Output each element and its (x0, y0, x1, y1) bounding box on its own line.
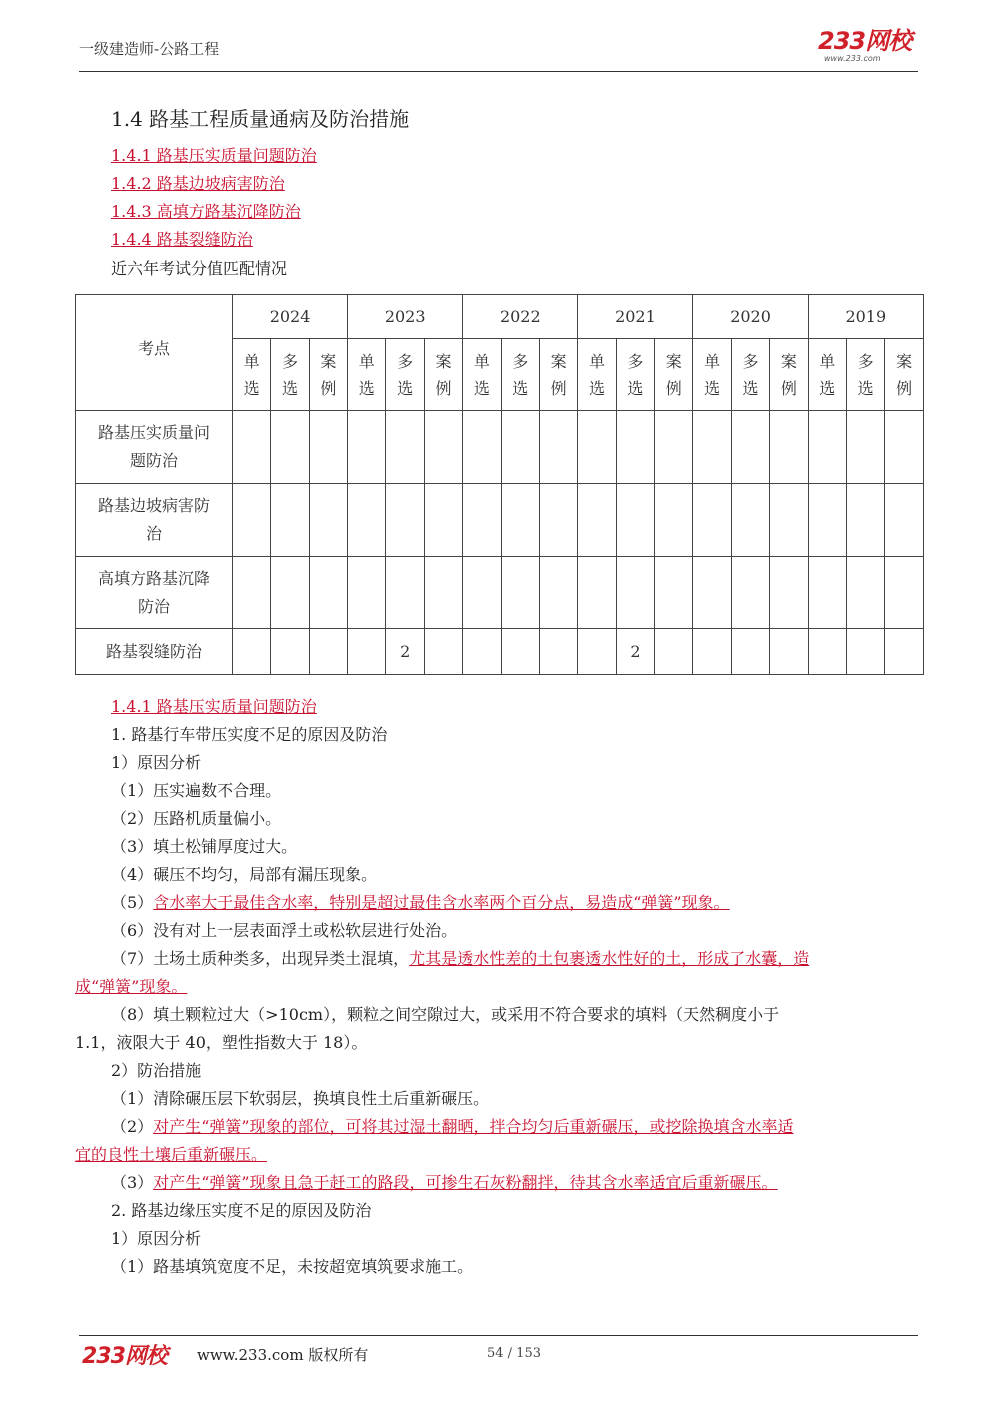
paragraph: （2）压路机质量偏小。 (111, 809, 282, 828)
year-header: 2021 (578, 295, 693, 339)
toc-link-2[interactable]: 1.4.2 路基边坡病害防治 (111, 174, 285, 193)
topic-cell (76, 629, 233, 675)
score-cell (885, 484, 924, 557)
score-cell (693, 557, 731, 629)
subheader-char: 单 (589, 351, 606, 371)
year-header: 2024 (232, 295, 347, 339)
highlight-text: 宜的良性土壤后重新碾压。 (75, 1145, 268, 1164)
score-cell (232, 484, 270, 557)
score-cell (424, 411, 462, 484)
topic-cell (76, 557, 233, 629)
toc-link-4[interactable]: 1.4.4 路基裂缝防治 (111, 230, 253, 249)
subheader-char: 案 (320, 351, 337, 371)
paragraph (111, 946, 809, 969)
score-table (75, 294, 924, 675)
subheader-char: 多 (397, 351, 414, 371)
score-cell (578, 629, 616, 675)
score-cell (539, 484, 577, 557)
subheader-char: 选 (473, 378, 490, 398)
subheader-cell (232, 339, 270, 411)
subheader-cell (463, 339, 501, 411)
score-cell (770, 557, 808, 629)
subheader-char: 单 (358, 351, 375, 371)
section-title: 1.4 路基工程质量通病及防治措施 (111, 107, 410, 131)
toc-link-1[interactable]: 1.4.1 路基压实质量问题防治 (111, 146, 317, 165)
score-cell (309, 557, 347, 629)
score-cell (424, 484, 462, 557)
score-cell (232, 411, 270, 484)
score-cell (501, 484, 539, 557)
item-number: （2） (111, 1117, 154, 1136)
item-number: （3） (111, 1173, 154, 1192)
footer-divider (79, 1335, 918, 1336)
score-cell (578, 557, 616, 629)
paragraph: 2. 路基边缘压实度不足的原因及防治 (111, 1201, 372, 1220)
table-row (76, 484, 924, 557)
score-cell (616, 411, 654, 484)
subheader-cell (348, 339, 386, 411)
score-cell (309, 411, 347, 484)
score-cell (731, 629, 769, 675)
paragraph: 2）防治措施 (111, 1061, 202, 1080)
score-cell (770, 629, 808, 675)
score-cell (808, 411, 846, 484)
paragraph: （1）压实遍数不合理。 (111, 781, 282, 800)
subheader-char: 案 (550, 351, 567, 371)
subheader-char: 多 (742, 351, 759, 371)
highlight-text: 含水率大于最佳含水率，特别是超过最佳含水率两个百分点，易造成“弹簧”现象。 (153, 893, 730, 912)
score-cell: 2 (386, 629, 424, 675)
topic-line: 路基裂缝防治 (105, 641, 202, 661)
logo-url: www.233.com (824, 54, 881, 63)
score-cell (232, 557, 270, 629)
subheader-cell (655, 339, 693, 411)
score-cell (309, 629, 347, 675)
score-cell (808, 557, 846, 629)
year-header: 2023 (348, 295, 463, 339)
paragraph: （8）填土颗粒过大（>10cm），颗粒之间空隙过大，或采用不符合要求的填料（天然稠度小于 (111, 1005, 780, 1024)
score-cell (885, 411, 924, 484)
year-header: 2020 (693, 295, 808, 339)
score-cell (655, 484, 693, 557)
highlight-text: 尤其是透水性差的土包裹透水性好的土，形成了水囊，造 (409, 949, 810, 968)
subheader-char: 选 (589, 378, 606, 398)
subheader-cell (885, 339, 924, 411)
score-cell (539, 411, 577, 484)
subheader-char: 多 (282, 351, 299, 371)
score-cell (386, 411, 424, 484)
score-cell (271, 629, 309, 675)
score-cell (271, 557, 309, 629)
paragraph: （6）没有对上一层表面浮土或松软层进行处治。 (111, 921, 458, 940)
subheader-char: 选 (742, 378, 759, 398)
footer-copyright: www.233.com 版权所有 (197, 1346, 369, 1364)
subheader-char: 选 (857, 378, 874, 398)
subheader-char: 选 (819, 378, 836, 398)
page-number: 54 / 153 (487, 1346, 541, 1361)
paragraph (111, 1170, 778, 1193)
subheader-char: 选 (282, 378, 299, 398)
score-cell (616, 484, 654, 557)
highlight-text: 对产生“弹簧”现象的部位，可将其过湿土翻晒，拌合均匀后重新碾压，或挖除换填含水率适 (153, 1117, 794, 1136)
subheader-char: 案 (665, 351, 682, 371)
score-cell (731, 557, 769, 629)
score-cell (655, 557, 693, 629)
paragraph: 1.1，液限大于 40，塑性指数大于 18）。 (75, 1033, 368, 1052)
subheader-cell (501, 339, 539, 411)
score-cell (693, 484, 731, 557)
score-cell (655, 411, 693, 484)
score-cell (693, 629, 731, 675)
score-cell (232, 629, 270, 675)
subheader-char: 选 (358, 378, 375, 398)
score-cell (463, 629, 501, 675)
subheader-cell (808, 339, 846, 411)
score-cell (731, 484, 769, 557)
year-header: 2019 (808, 295, 923, 339)
paragraph (111, 1114, 794, 1137)
item-number: （5） (111, 893, 154, 912)
subheader-char: 例 (435, 378, 452, 398)
paragraph: （3）填土松铺厚度过大。 (111, 837, 298, 856)
score-cell: 2 (616, 629, 654, 675)
subheader-char: 选 (397, 378, 414, 398)
score-cell (424, 629, 462, 675)
score-cell (348, 411, 386, 484)
score-cell (463, 557, 501, 629)
score-cell (501, 557, 539, 629)
subheader-cell (693, 339, 731, 411)
subheader-char: 例 (320, 378, 337, 398)
subheader-char: 例 (550, 378, 567, 398)
score-cell (271, 484, 309, 557)
score-cell (271, 411, 309, 484)
paragraph (111, 890, 730, 913)
topic-line: 防治 (137, 596, 170, 616)
sub-heading[interactable]: 1.4.1 路基压实质量问题防治 (111, 697, 317, 716)
subheader-cell (846, 339, 884, 411)
score-cell (501, 629, 539, 675)
subheader-char: 选 (627, 378, 644, 398)
topic-cell (76, 411, 233, 484)
paragraph: 1. 路基行车带压实度不足的原因及防治 (111, 725, 388, 744)
score-cell (501, 411, 539, 484)
score-cell (616, 557, 654, 629)
score-cell (386, 557, 424, 629)
score-cell (770, 411, 808, 484)
score-cell (309, 484, 347, 557)
score-cell (424, 557, 462, 629)
subheader-char: 案 (896, 351, 913, 371)
score-cell (463, 411, 501, 484)
subheader-cell (539, 339, 577, 411)
table-row (76, 629, 924, 675)
subheader-char: 单 (704, 351, 721, 371)
logo-text: 233网校 (818, 27, 912, 55)
subheader-cell (731, 339, 769, 411)
paragraph: 1）原因分析 (111, 753, 202, 772)
corner-cell: 考点 (76, 295, 233, 411)
score-cell (731, 411, 769, 484)
highlight-text: 成“弹簧”现象。 (75, 977, 188, 996)
subheader-cell (386, 339, 424, 411)
subheader-cell (271, 339, 309, 411)
subheader-cell (616, 339, 654, 411)
paragraph: （4）碾压不均匀，局部有漏压现象。 (111, 865, 378, 884)
topic-line: 路基压实质量问 (97, 423, 210, 442)
topic-cell (76, 484, 233, 557)
score-cell (846, 484, 884, 557)
score-cell (770, 484, 808, 557)
subheader-cell (770, 339, 808, 411)
subheader-char: 案 (435, 351, 452, 371)
subheader-char: 多 (857, 351, 874, 371)
score-cell (808, 484, 846, 557)
topic-line: 题防治 (129, 451, 178, 470)
score-cell (386, 484, 424, 557)
topic-line: 治 (145, 524, 162, 543)
topic-line: 高填方路基沉降 (97, 568, 210, 588)
header-divider (79, 71, 918, 72)
subheader-cell (424, 339, 462, 411)
table-caption: 近六年考试分值匹配情况 (111, 259, 288, 278)
subheader-char: 单 (243, 351, 260, 371)
header-title: 一级建造师-公路工程 (79, 40, 220, 58)
footer-logo[interactable]: 233网校 (82, 1344, 167, 1369)
subheader-char: 单 (819, 351, 836, 371)
table-row (76, 557, 924, 629)
table-row (76, 411, 924, 484)
score-cell (846, 629, 884, 675)
page-header (0, 0, 1000, 80)
subheader-char: 选 (512, 378, 529, 398)
paragraph: （1）清除碾压层下软弱层，换填良性土后重新碾压。 (111, 1089, 490, 1108)
score-cell (885, 629, 924, 675)
score-cell (655, 629, 693, 675)
subheader-char: 单 (473, 351, 490, 371)
brand-logo[interactable] (818, 28, 918, 66)
subheader-char: 例 (780, 378, 797, 398)
score-cell (348, 557, 386, 629)
score-cell (539, 629, 577, 675)
toc-link-3[interactable]: 1.4.3 高填方路基沉降防治 (111, 202, 301, 221)
subheader-char: 多 (512, 351, 529, 371)
score-cell (885, 557, 924, 629)
year-header: 2022 (463, 295, 578, 339)
subheader-cell (309, 339, 347, 411)
subheader-cell (578, 339, 616, 411)
score-cell (846, 557, 884, 629)
paragraph: 1）原因分析 (111, 1229, 202, 1248)
score-cell (348, 629, 386, 675)
highlight-text: 对产生“弹簧”现象且急于赶工的路段，可掺生石灰粉翻拌，待其含水率适宜后重新碾压。 (153, 1173, 778, 1192)
subheader-char: 多 (627, 351, 644, 371)
subheader-char: 案 (780, 351, 797, 371)
paragraph: （1）路基填筑宽度不足，未按超宽填筑要求施工。 (111, 1257, 474, 1276)
subheader-char: 选 (243, 378, 260, 398)
subheader-char: 选 (704, 378, 721, 398)
score-cell (578, 484, 616, 557)
score-cell (348, 484, 386, 557)
score-cell (808, 629, 846, 675)
score-cell (693, 411, 731, 484)
subheader-char: 例 (665, 378, 682, 398)
score-cell (463, 484, 501, 557)
topic-line: 路基边坡病害防 (97, 496, 210, 515)
plain-text: （7）土场土质种类多，出现异类土混填， (111, 949, 410, 968)
subheader-char: 例 (896, 378, 913, 398)
score-cell (578, 411, 616, 484)
score-cell (846, 411, 884, 484)
score-cell (539, 557, 577, 629)
